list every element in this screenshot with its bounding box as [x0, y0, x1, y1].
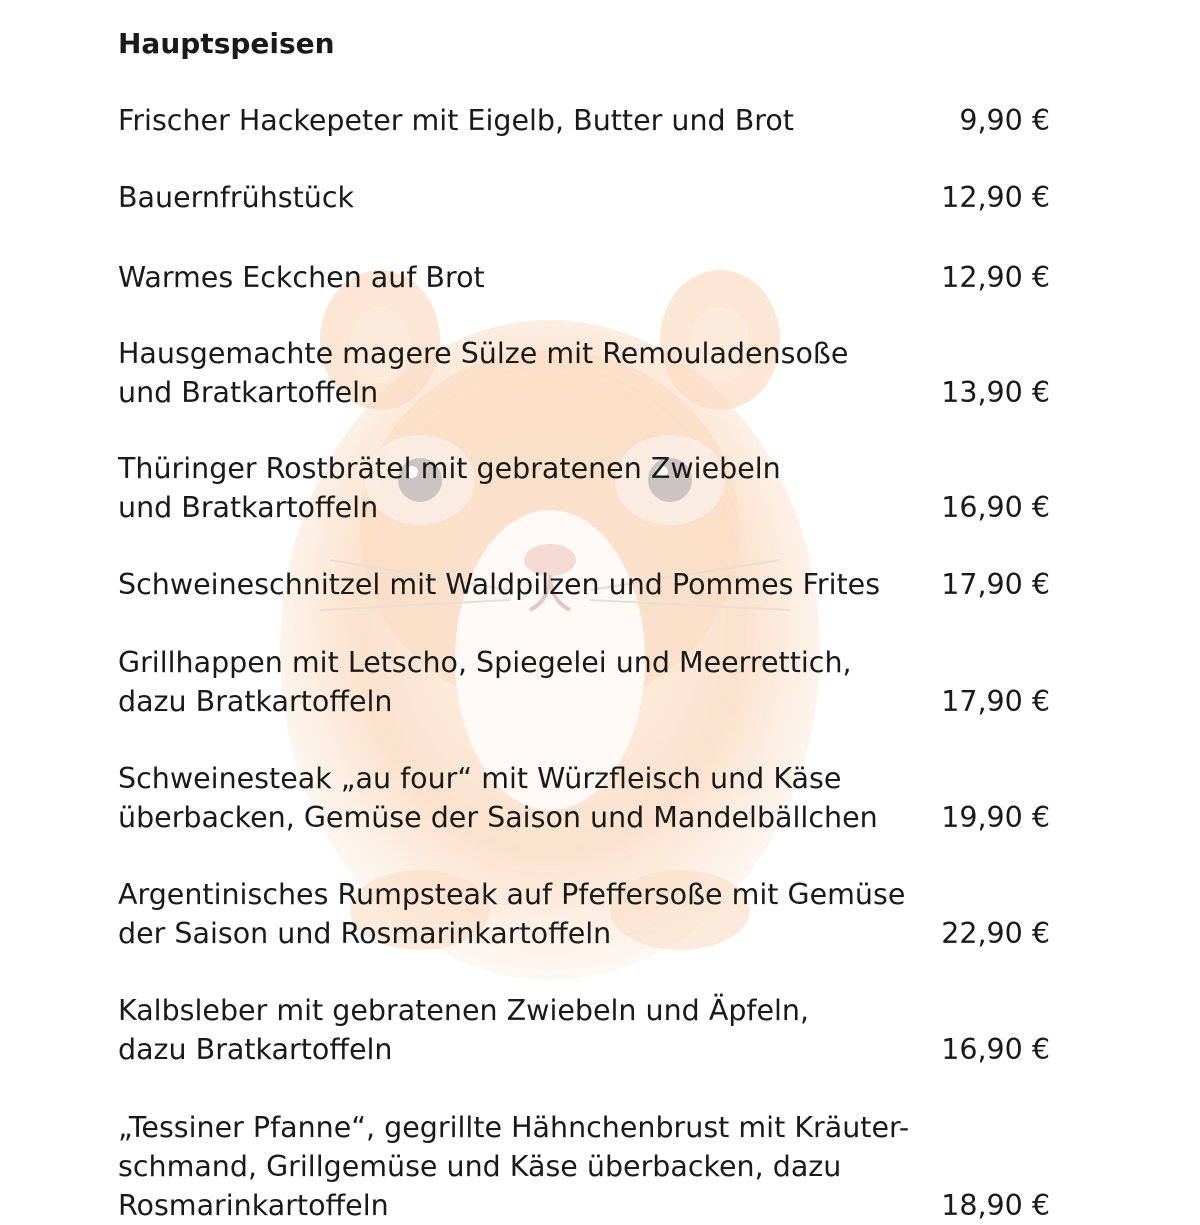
menu-item-price: 16,90 € — [941, 491, 1050, 524]
menu-item-description: „Tessiner Pfanne“, gegrillte Hähnchenbrust mit Kräuter- schmand, Grillgemüse und Käse überbacken, dazu Rosmarinkartoffeln — [118, 1111, 910, 1222]
menu-section-heading: Hauptspeisen — [118, 27, 335, 60]
menu-item-description: Kalbsleber mit gebratenen Zwiebeln und Äpfeln, dazu Bratkartoffeln — [118, 994, 810, 1066]
menu-item-description: Frischer Hackepeter mit Eigelb, Butter und Brot — [118, 104, 794, 137]
menu-item-price: 12,90 € — [941, 261, 1050, 294]
menu-item-description: Argentinisches Rumpsteak auf Pfeffersoße mit Gemüse der Saison und Rosmarinkartoffeln — [118, 878, 906, 950]
menu-item-description: Hausgemachte magere Sülze mit Remouladensoße und Bratkartoffeln — [118, 337, 849, 409]
menu-item-price: 12,90 € — [941, 181, 1050, 214]
menu-item-price: 17,90 € — [941, 568, 1050, 601]
menu-item-price: 9,90 € — [959, 104, 1050, 137]
menu-item-price: 19,90 € — [941, 801, 1050, 834]
menu-item-description: Warmes Eckchen auf Brot — [118, 261, 485, 294]
menu-item-description: Schweineschnitzel mit Waldpilzen und Pommes Frites — [118, 568, 881, 601]
menu-item-description: Thüringer Rostbrätel mit gebratenen Zwiebeln und Bratkartoffeln — [118, 452, 781, 524]
menu-item-price: 17,90 € — [941, 685, 1050, 718]
menu-item-price: 16,90 € — [941, 1033, 1050, 1066]
menu-item-price: 18,90 € — [941, 1189, 1050, 1222]
menu-item-price: 22,90 € — [941, 917, 1050, 950]
menu-item-price: 13,90 € — [941, 376, 1050, 409]
menu-item-description: Schweinesteak „au four“ mit Würzfleisch und Käse überbacken, Gemüse der Saison und Mandelbällchen — [118, 762, 878, 834]
menu-item-description: Grillhappen mit Letscho, Spiegelei und Meerrettich, dazu Bratkartoffeln — [118, 646, 852, 718]
menu-item-description: Bauernfrühstück — [118, 181, 355, 214]
